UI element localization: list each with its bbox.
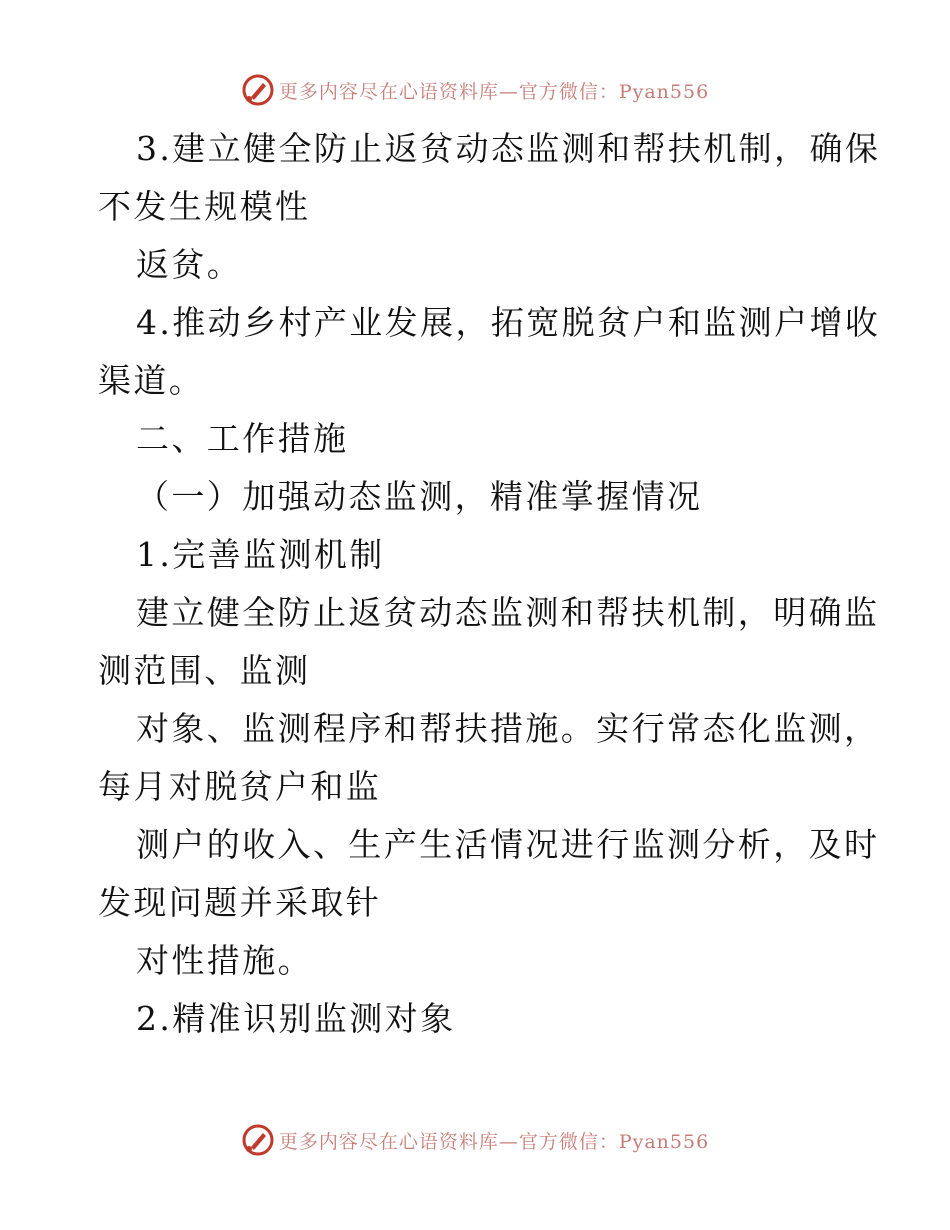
subsection-heading: （一）加强动态监测，精准掌握情况 [136, 477, 703, 516]
paragraph-line: 4.推动乡村产业发展，拓宽脱贫户和监测户增收 [136, 303, 881, 342]
paragraph-line: 测范围、监测 [98, 651, 311, 690]
paragraph-line: 建立健全防止返贫动态监测和帮扶机制，明确监 [136, 593, 880, 632]
paragraph-line: 渠道。 [98, 361, 205, 400]
item-heading: 1.完善监测机制 [136, 535, 385, 574]
paragraph-line: 不发生规模性 [98, 187, 311, 226]
paragraph-line: 测户的收入、生产生活情况进行监测分析，及时 [136, 825, 880, 864]
footer-watermark [0, 1120, 950, 1160]
paragraph-line: 对性措施。 [136, 941, 313, 980]
header-watermark [0, 70, 950, 110]
paragraph-line: 每月对脱贫户和监 [98, 767, 382, 806]
paragraph-line: 返贫。 [136, 245, 243, 284]
watermark-text: 更多内容尽在心语资料库—官方微信：Pyan556 [278, 1130, 710, 1153]
paragraph-line: 发现问题并采取针 [98, 883, 382, 922]
pen-nib-logo-icon [241, 73, 275, 107]
watermark-text: 更多内容尽在心语资料库—官方微信：Pyan556 [278, 80, 710, 103]
item-heading: 2.精准识别监测对象 [136, 999, 456, 1038]
paragraph-line: 3.建立健全防止返贫动态监测和帮扶机制，确保 [136, 129, 881, 168]
paragraph-line: 对象、监测程序和帮扶措施。实行常态化监测， [136, 709, 880, 748]
document-body [98, 120, 881, 1048]
section-heading: 二、工作措施 [136, 419, 349, 458]
pen-nib-logo-icon [241, 1123, 275, 1157]
